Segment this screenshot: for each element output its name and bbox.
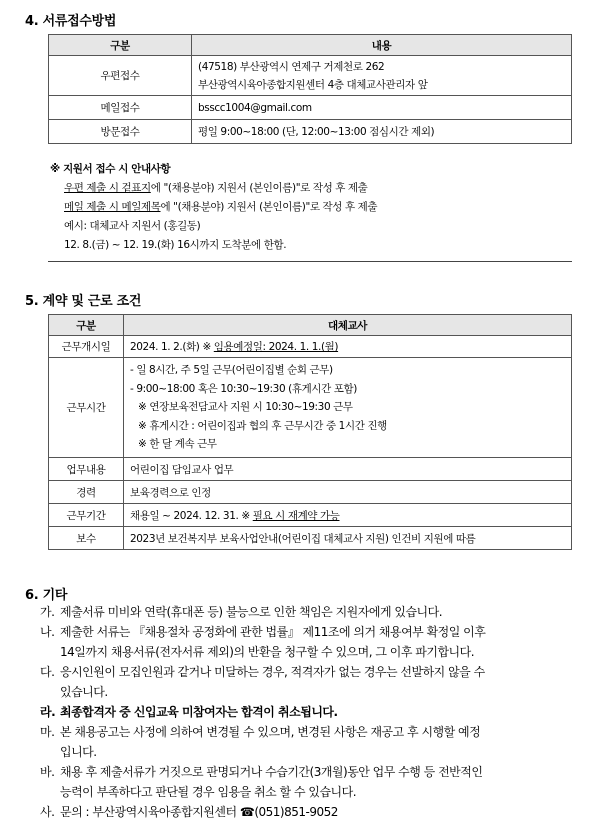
list-item bbox=[40, 762, 580, 802]
section-5-title: 5. 계약 및 근로 조건 bbox=[25, 294, 142, 309]
list-item bbox=[40, 622, 580, 662]
row-label: 경력 bbox=[49, 481, 124, 504]
start-date: 2024. 1. 2.(화) ※ bbox=[130, 341, 214, 353]
item-marker: 나. bbox=[40, 625, 55, 639]
table-header: 구분 bbox=[49, 315, 124, 336]
section-4-title: 4. 서류접수방법 bbox=[25, 14, 117, 29]
item-text: 본 채용공고는 사정에 의하여 변경될 수 있으며, 변경된 사항은 재공고 후 시행할 예정 bbox=[60, 725, 481, 739]
list-item bbox=[40, 702, 580, 722]
item-marker: 마. bbox=[40, 725, 55, 739]
divider bbox=[48, 261, 572, 262]
note-email-underlined: 메일 제출 시 메일제목 bbox=[64, 201, 161, 213]
note-title: ※ 지원서 접수 시 안내사항 bbox=[50, 163, 171, 175]
hours-note: ※ 휴게시간 : 어린이집과 협의 후 근무시간 중 1시간 진행 bbox=[138, 419, 387, 432]
table-row bbox=[49, 120, 572, 144]
submission-notes bbox=[48, 160, 377, 255]
scheduled-appointment: 임용예정일: 2024. 1. 1.(월) bbox=[213, 341, 339, 353]
row-label: 근무개시일 bbox=[49, 336, 124, 358]
hours-line: - 일 8시간, 주 5일 근무(어린이집별 순회 근무) bbox=[130, 364, 333, 377]
period-value: 채용일 ~ 2024. 12. 31. ※ bbox=[130, 509, 253, 522]
list-item bbox=[40, 722, 580, 762]
career-value: 보육경력으로 인정 bbox=[124, 481, 572, 504]
row-label: 방문접수 bbox=[49, 120, 192, 144]
item-text: 최종합격자 중 신입교육 미참여자는 합격이 취소됩니다. bbox=[60, 705, 338, 719]
item-text: 14일까지 채용서류(전자서류 제외)의 반환을 청구할 수 있으며, 그 이후 파기합니다. bbox=[60, 645, 475, 659]
item-text: 있습니다. bbox=[60, 685, 108, 699]
item-marker: 다. bbox=[40, 665, 55, 679]
table-row bbox=[49, 96, 572, 120]
table-row bbox=[49, 336, 572, 358]
postal-address-line: (47518) 부산광역시 연제구 거제천로 262 bbox=[198, 60, 385, 73]
pay-value: 2023년 보건복지부 보육사업안내(어린이집 대체교사 지원) 인건비 지원에 따름 bbox=[124, 527, 572, 550]
table-header: 대체교사 bbox=[124, 315, 572, 336]
duty-value: 어린이집 담임교사 업무 bbox=[124, 458, 572, 481]
hours-line: - 9:00~18:00 혹은 10:30~19:30 (휴게시간 포함) bbox=[130, 382, 357, 395]
email-address: bsscc1004@gmail.com bbox=[192, 96, 572, 120]
row-label: 근무시간 bbox=[49, 358, 124, 458]
hours-note: ※ 한 달 계속 근무 bbox=[138, 438, 217, 451]
row-label: 우편접수 bbox=[49, 56, 192, 96]
item-text: 제출한 서류는 『채용절차 공정화에 관한 법률』 제11조에 의거 채용여부 확정일 이후 bbox=[60, 625, 486, 639]
note-deadline: 12. 8.(금) ~ 12. 19.(화) 16시까지 도착분에 한함. bbox=[64, 239, 287, 251]
note-email-rest: 에 "(채용분야) 지원서 (본인이름)"로 작성 후 제출 bbox=[160, 201, 378, 213]
table-header: 구분 bbox=[49, 35, 192, 56]
hours-note: ※ 연장보육전담교사 지원 시 10:30~19:30 근무 bbox=[138, 401, 353, 414]
item-text: 제출서류 미비와 연락(휴대폰 등) 불능으로 인한 책임은 지원자에게 있습니다. bbox=[60, 605, 443, 619]
row-label: 보수 bbox=[49, 527, 124, 550]
row-label: 업무내용 bbox=[49, 458, 124, 481]
contract-conditions-table bbox=[48, 314, 572, 550]
postal-address-line: 부산광역시육아종합지원센터 4층 대체교사관리자 앞 bbox=[198, 78, 428, 91]
table-row bbox=[49, 56, 572, 96]
visit-hours: 평일 9:00~18:00 (단, 12:00~13:00 점심시간 제외) bbox=[192, 120, 572, 144]
note-email bbox=[48, 198, 377, 217]
list-item bbox=[40, 802, 580, 822]
item-text: 응시인원이 모집인원과 같거나 미달하는 경우, 적격자가 없는 경우는 선발하지 않을 수 bbox=[60, 665, 485, 679]
item-marker: 사. bbox=[40, 805, 55, 819]
note-mail bbox=[48, 179, 377, 198]
note-mail-rest: 에 "(채용분야) 지원서 (본인이름)"로 작성 후 제출 bbox=[150, 182, 368, 194]
note-mail-underlined: 우편 제출 시 겉표지 bbox=[64, 182, 151, 194]
row-label: 메일접수 bbox=[49, 96, 192, 120]
renewal-note: 필요 시 재계약 가능 bbox=[252, 509, 340, 522]
note-example: 예시: 대체교사 지원서 (홍길동) bbox=[64, 220, 201, 232]
table-row bbox=[49, 504, 572, 527]
table-row bbox=[49, 527, 572, 550]
item-marker: 바. bbox=[40, 765, 55, 779]
item-text: 입니다. bbox=[60, 745, 97, 759]
table-header: 내용 bbox=[192, 35, 572, 56]
item-text: 능력이 부족하다고 판단될 경우 임용을 취소 할 수 있습니다. bbox=[60, 785, 357, 799]
table-row bbox=[49, 358, 572, 458]
item-marker: 라. bbox=[40, 705, 56, 719]
list-item bbox=[40, 602, 580, 622]
submission-method-table bbox=[48, 34, 572, 144]
item-marker: 가. bbox=[40, 605, 55, 619]
contact-info: 문의 : 부산광역시육아종합지원센터 ☎(051)851-9052 bbox=[60, 805, 338, 819]
table-row bbox=[49, 481, 572, 504]
row-label: 근무기간 bbox=[49, 504, 124, 527]
item-text: 채용 후 제출서류가 거짓으로 판명되거나 수습기간(3개월)동안 업무 수행 등 전반적인 bbox=[60, 765, 483, 779]
section-6-title: 6. 기타 bbox=[25, 588, 68, 603]
table-row bbox=[49, 458, 572, 481]
list-item bbox=[40, 662, 580, 702]
